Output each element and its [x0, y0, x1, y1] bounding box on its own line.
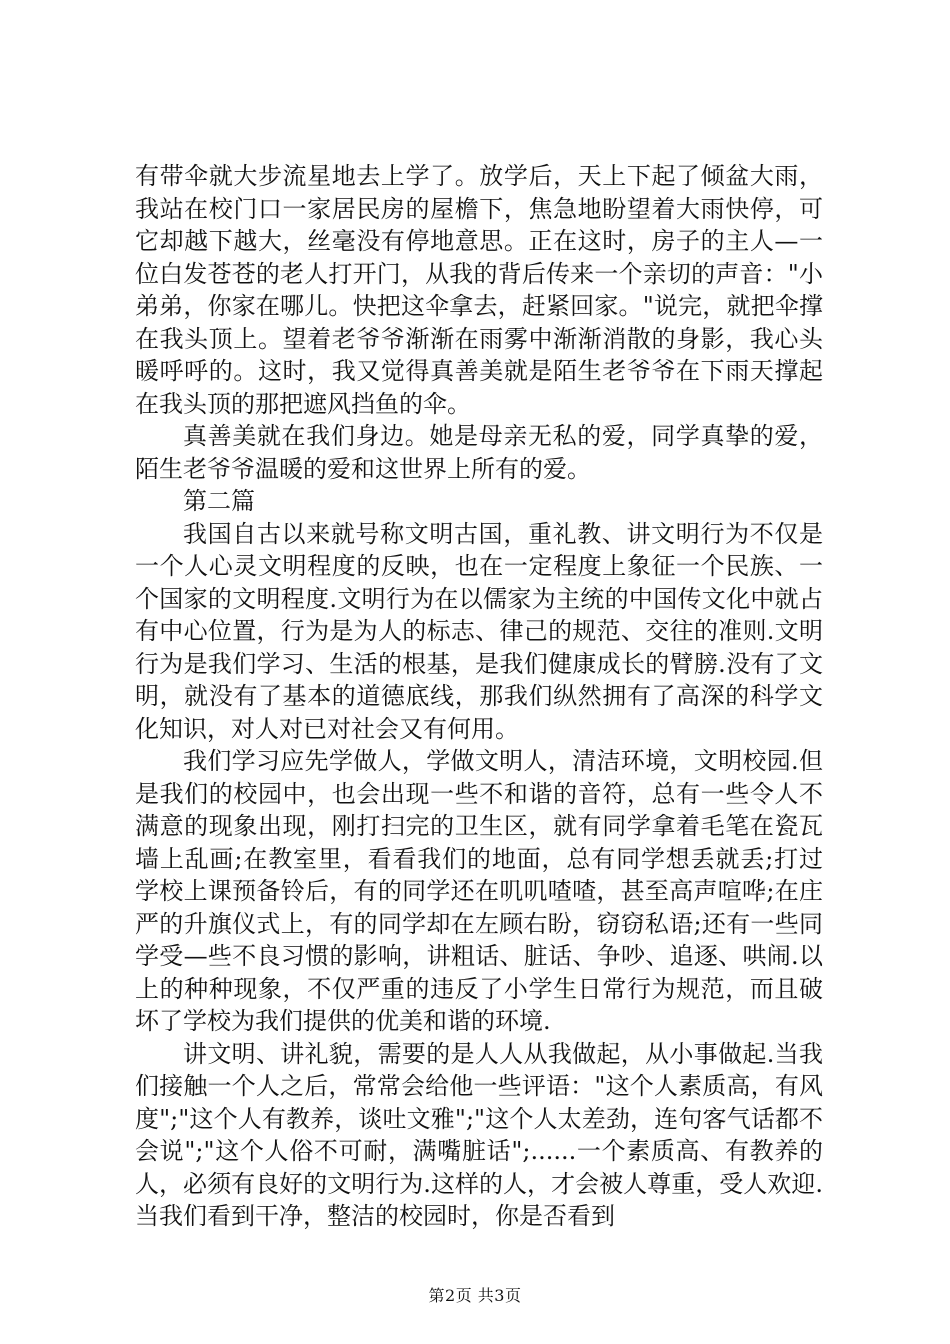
document-body — [135, 160, 823, 1233]
paragraph-continuation: 有带伞就大步流星地去上学了。放学后，天上下起了倾盆大雨，我站在校门口一家居民房的屋檐下，焦急地盼望着大雨快停，可它却越下越大，丝毫没有停地意思。正在这时，房子的主人—一位白发苍苍的老人打开门，从我的背后传来一个亲切的声音："小弟弟，你家在哪儿。快把这伞拿去，赶紧回家。"说完，就把伞撑在我头顶上。望着老爷爷渐渐在雨雾中渐渐消散的身影，我心头暖呼呼的。这时，我又觉得真善美就是陌生老爷爷在下雨天撑起在我头顶的那把遮风挡鱼的伞。 — [135, 162, 823, 418]
section-heading: 第二篇 — [183, 487, 255, 515]
paragraph-conclusion: 真善美就在我们身边。她是母亲无私的爱，同学真挚的爱，陌生老爷爷温暖的爱和这世界上所有的爱。 — [135, 422, 823, 483]
paragraph-intro: 我国自古以来就号称文明古国，重礼教、讲文明行为不仅是一个人心灵文明程度的反映，也在一定程度上象征一个民族、一个国家的文明程度.文明行为在以儒家为主统的中国传文化中就占有中心位置，行为是为人的标志、律己的规范、交往的准则.文明行为是我们学习、生活的根基，是我们健康成长的臂膀.没有了文明，就没有了基本的道德底线，那我们纵然拥有了高深的科学文化知识，对人对已对社会又有何用。 — [135, 519, 823, 743]
page-number-footer: 第2页 共3页 — [428, 1286, 522, 1305]
paragraph-manners: 讲文明、讲礼貌，需要的是人人从我做起，从小事做起.当我们接触一个人之后，常常会给他一些评语："这个人素质高，有风度";"这个人有教养，谈吐文雅";"这个人太差劲，连句客气话都不会说";"这个人俗不可耐，满嘴脏话";......一个素质高、有教养的人，必须有良好的文明行为.这样的人，才会被人尊重，受人欢迎.当我们看到干净，整洁的校园时，你是否看到 — [135, 1039, 823, 1230]
paragraph-campus: 我们学习应先学做人，学做文明人，清洁环境，文明校园.但是我们的校园中，也会出现一些不和谐的音符，总有一些令人不满意的现象出现，刚打扫完的卫生区，就有同学拿着毛笔在瓷瓦墙上乱画;在教室里，看看我们的地面，总有同学想丢就丢;打过学校上课预备铃后，有的同学还在叽叽喳喳，甚至高声喧哗;在庄严的升旗仪式上，有的同学却在左顾右盼，窃窃私语;还有一些同学受—些不良习惯的影响，讲粗话、脏话、争吵、追逐、哄闹.以上的种种现象，不仅严重的违反了小学生日常行为规范，而且破坏了学校为我们提供的优美和谐的环境. — [135, 747, 823, 1035]
